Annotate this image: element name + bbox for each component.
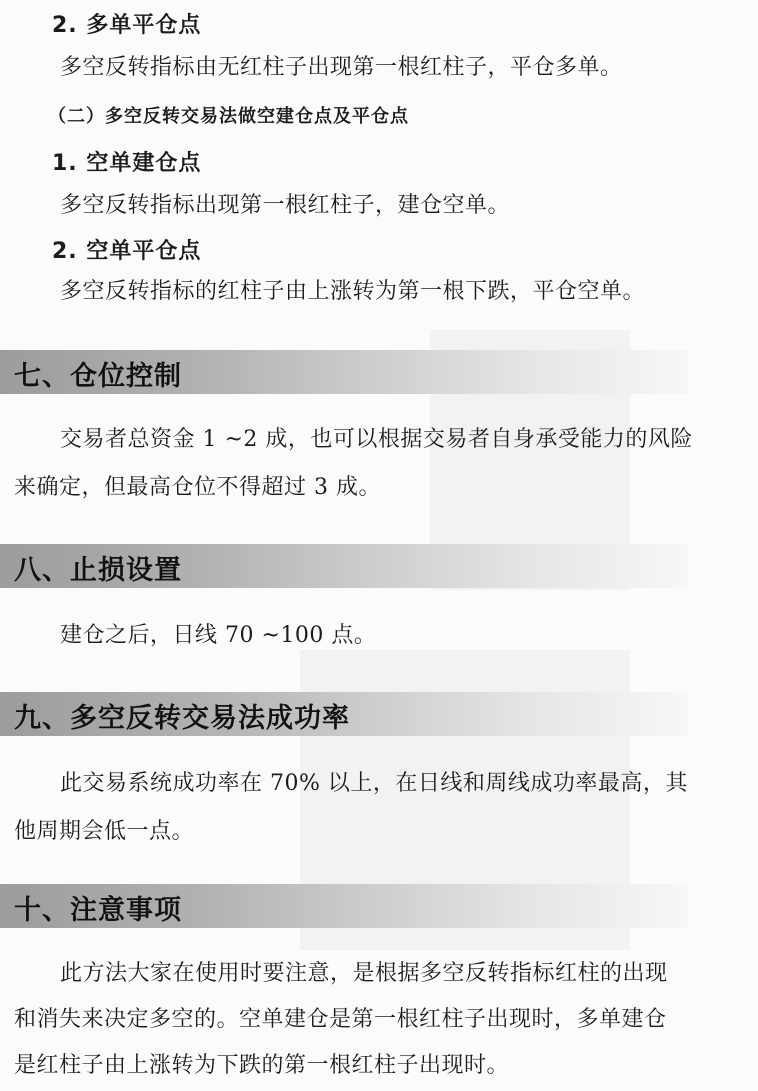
subheading-short-exit: 2. 空单平仓点 (52, 239, 202, 264)
paragraph-notes-line1: 此方法大家在使用时要注意，是根据多空反转指标红柱的出现 (60, 961, 668, 986)
paragraph-position-control-line1: 交易者总资金 1 ~2 成，也可以根据交易者自身承受能力的风险 (60, 427, 693, 452)
section-title: 七、仓位控制 (14, 361, 182, 392)
paragraph-success-rate-line1: 此交易系统成功率在 70% 以上，在日线和周线成功率最高，其 (60, 771, 688, 796)
section-header-notes (0, 884, 688, 928)
paragraph-long-exit: 多空反转指标由无红柱子出现第一根红柱子，平仓多单。 (60, 55, 623, 80)
paragraph-short-entry: 多空反转指标出现第一根红柱子，建仓空单。 (60, 193, 511, 218)
paragraph-short-exit: 多空反转指标的红柱子由上涨转为第一根下跌，平仓空单。 (60, 279, 646, 304)
subheading-long-exit: 2. 多单平仓点 (52, 13, 202, 38)
paragraph-position-control-line2: 来确定，但最高仓位不得超过 3 成。 (14, 475, 381, 500)
paragraph-stop-loss: 建仓之后，日线 70 ~100 点。 (60, 623, 377, 648)
subheading-short-entry-exit: （二）多空反转交易法做空建仓点及平仓点 (48, 106, 409, 127)
section-header-success-rate (0, 692, 688, 736)
section-header-stop-loss (0, 544, 688, 588)
paragraph-notes-line3: 是红柱子由上涨转为下跌的第一根红柱子出现时。 (14, 1053, 510, 1078)
paragraph-success-rate-line2: 他周期会低一点。 (14, 819, 195, 844)
section-header-position-control (0, 350, 688, 394)
section-title: 八、止损设置 (14, 555, 182, 586)
section-title: 十、注意事项 (14, 895, 182, 926)
section-title: 九、多空反转交易法成功率 (14, 703, 350, 734)
paragraph-notes-line2: 和消失来决定多空的。空单建仓是第一根红柱子出现时，多单建仓 (14, 1007, 667, 1032)
subheading-short-entry: 1. 空单建仓点 (52, 151, 202, 176)
